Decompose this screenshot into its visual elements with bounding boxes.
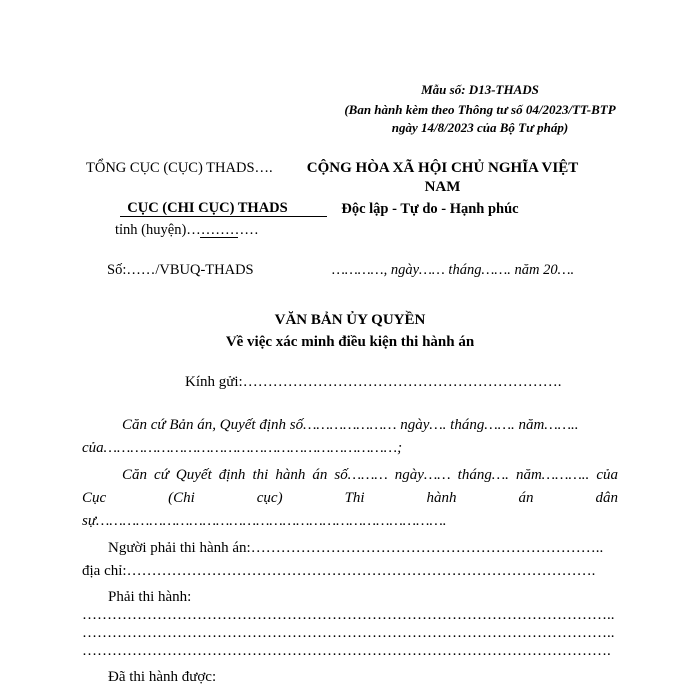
issued-note-line1: (Ban hành kèm theo Thông tư số 04/2023/TT-BTP bbox=[344, 102, 616, 117]
fill-line: …………………………………………………………………………………………….. bbox=[82, 607, 615, 623]
basis-judgment-line2: của…………………………………………………………; bbox=[82, 440, 403, 456]
fill-line: ……………………………………………………………………………………………. bbox=[82, 643, 611, 659]
basis-decision-line2: Cục (Chi cục) Thi hành án dân bbox=[82, 490, 618, 506]
debtor-line: Người phải thi hành án:…………………………………………………………….. bbox=[108, 540, 604, 556]
form-code: Mẫu số: D13-THADS bbox=[421, 82, 539, 97]
basis-judgment-line1: Căn cứ Bản án, Quyết định số………………… ngày…. tháng……. năm…….. bbox=[122, 417, 579, 433]
agency-underline bbox=[120, 216, 327, 217]
province-underline bbox=[200, 237, 238, 238]
nation-motto: Độc lập - Tự do - Hạnh phúc bbox=[341, 201, 519, 217]
agency-province: tỉnh (huyện)…………… bbox=[115, 222, 259, 238]
basis-decision-line3: sự……………………………………………………………………. bbox=[82, 513, 447, 529]
document-title: VĂN BẢN ỦY QUYỀN bbox=[274, 312, 426, 328]
document-subtitle: Về việc xác minh điều kiện thi hành án bbox=[225, 334, 475, 350]
nation-title-line2: NAM bbox=[424, 179, 461, 195]
document-number: Số:……/VBUQ-THADS bbox=[107, 262, 254, 278]
fill-line: …………………………………………………………………………………………….. bbox=[82, 625, 615, 641]
must-execute-label: Phải thi hành: bbox=[108, 589, 192, 605]
issued-note-line2: ngày 14/8/2023 của Bộ Tư pháp) bbox=[391, 120, 569, 135]
address-line: địa chỉ:…………………………………………………………………………………. bbox=[82, 563, 596, 579]
document-date: …………, ngày…… tháng……. năm 20…. bbox=[332, 262, 575, 278]
basis-decision-line1: Căn cứ Quyết định thi hành án số……… ngày…… tháng…. năm……….. của bbox=[122, 467, 618, 483]
nation-title-line1: CỘNG HÒA XÃ HỘI CHỦ NGHĨA VIỆT bbox=[306, 160, 579, 176]
executed-label: Đã thi hành được: bbox=[108, 669, 217, 685]
agency-parent: TỔNG CỤC (CỤC) THADS…. bbox=[86, 160, 273, 176]
recipient-line: Kính gửi:………………………………………………………. bbox=[185, 374, 562, 390]
agency-name: CỤC (CHI CỤC) THADS bbox=[127, 200, 288, 216]
